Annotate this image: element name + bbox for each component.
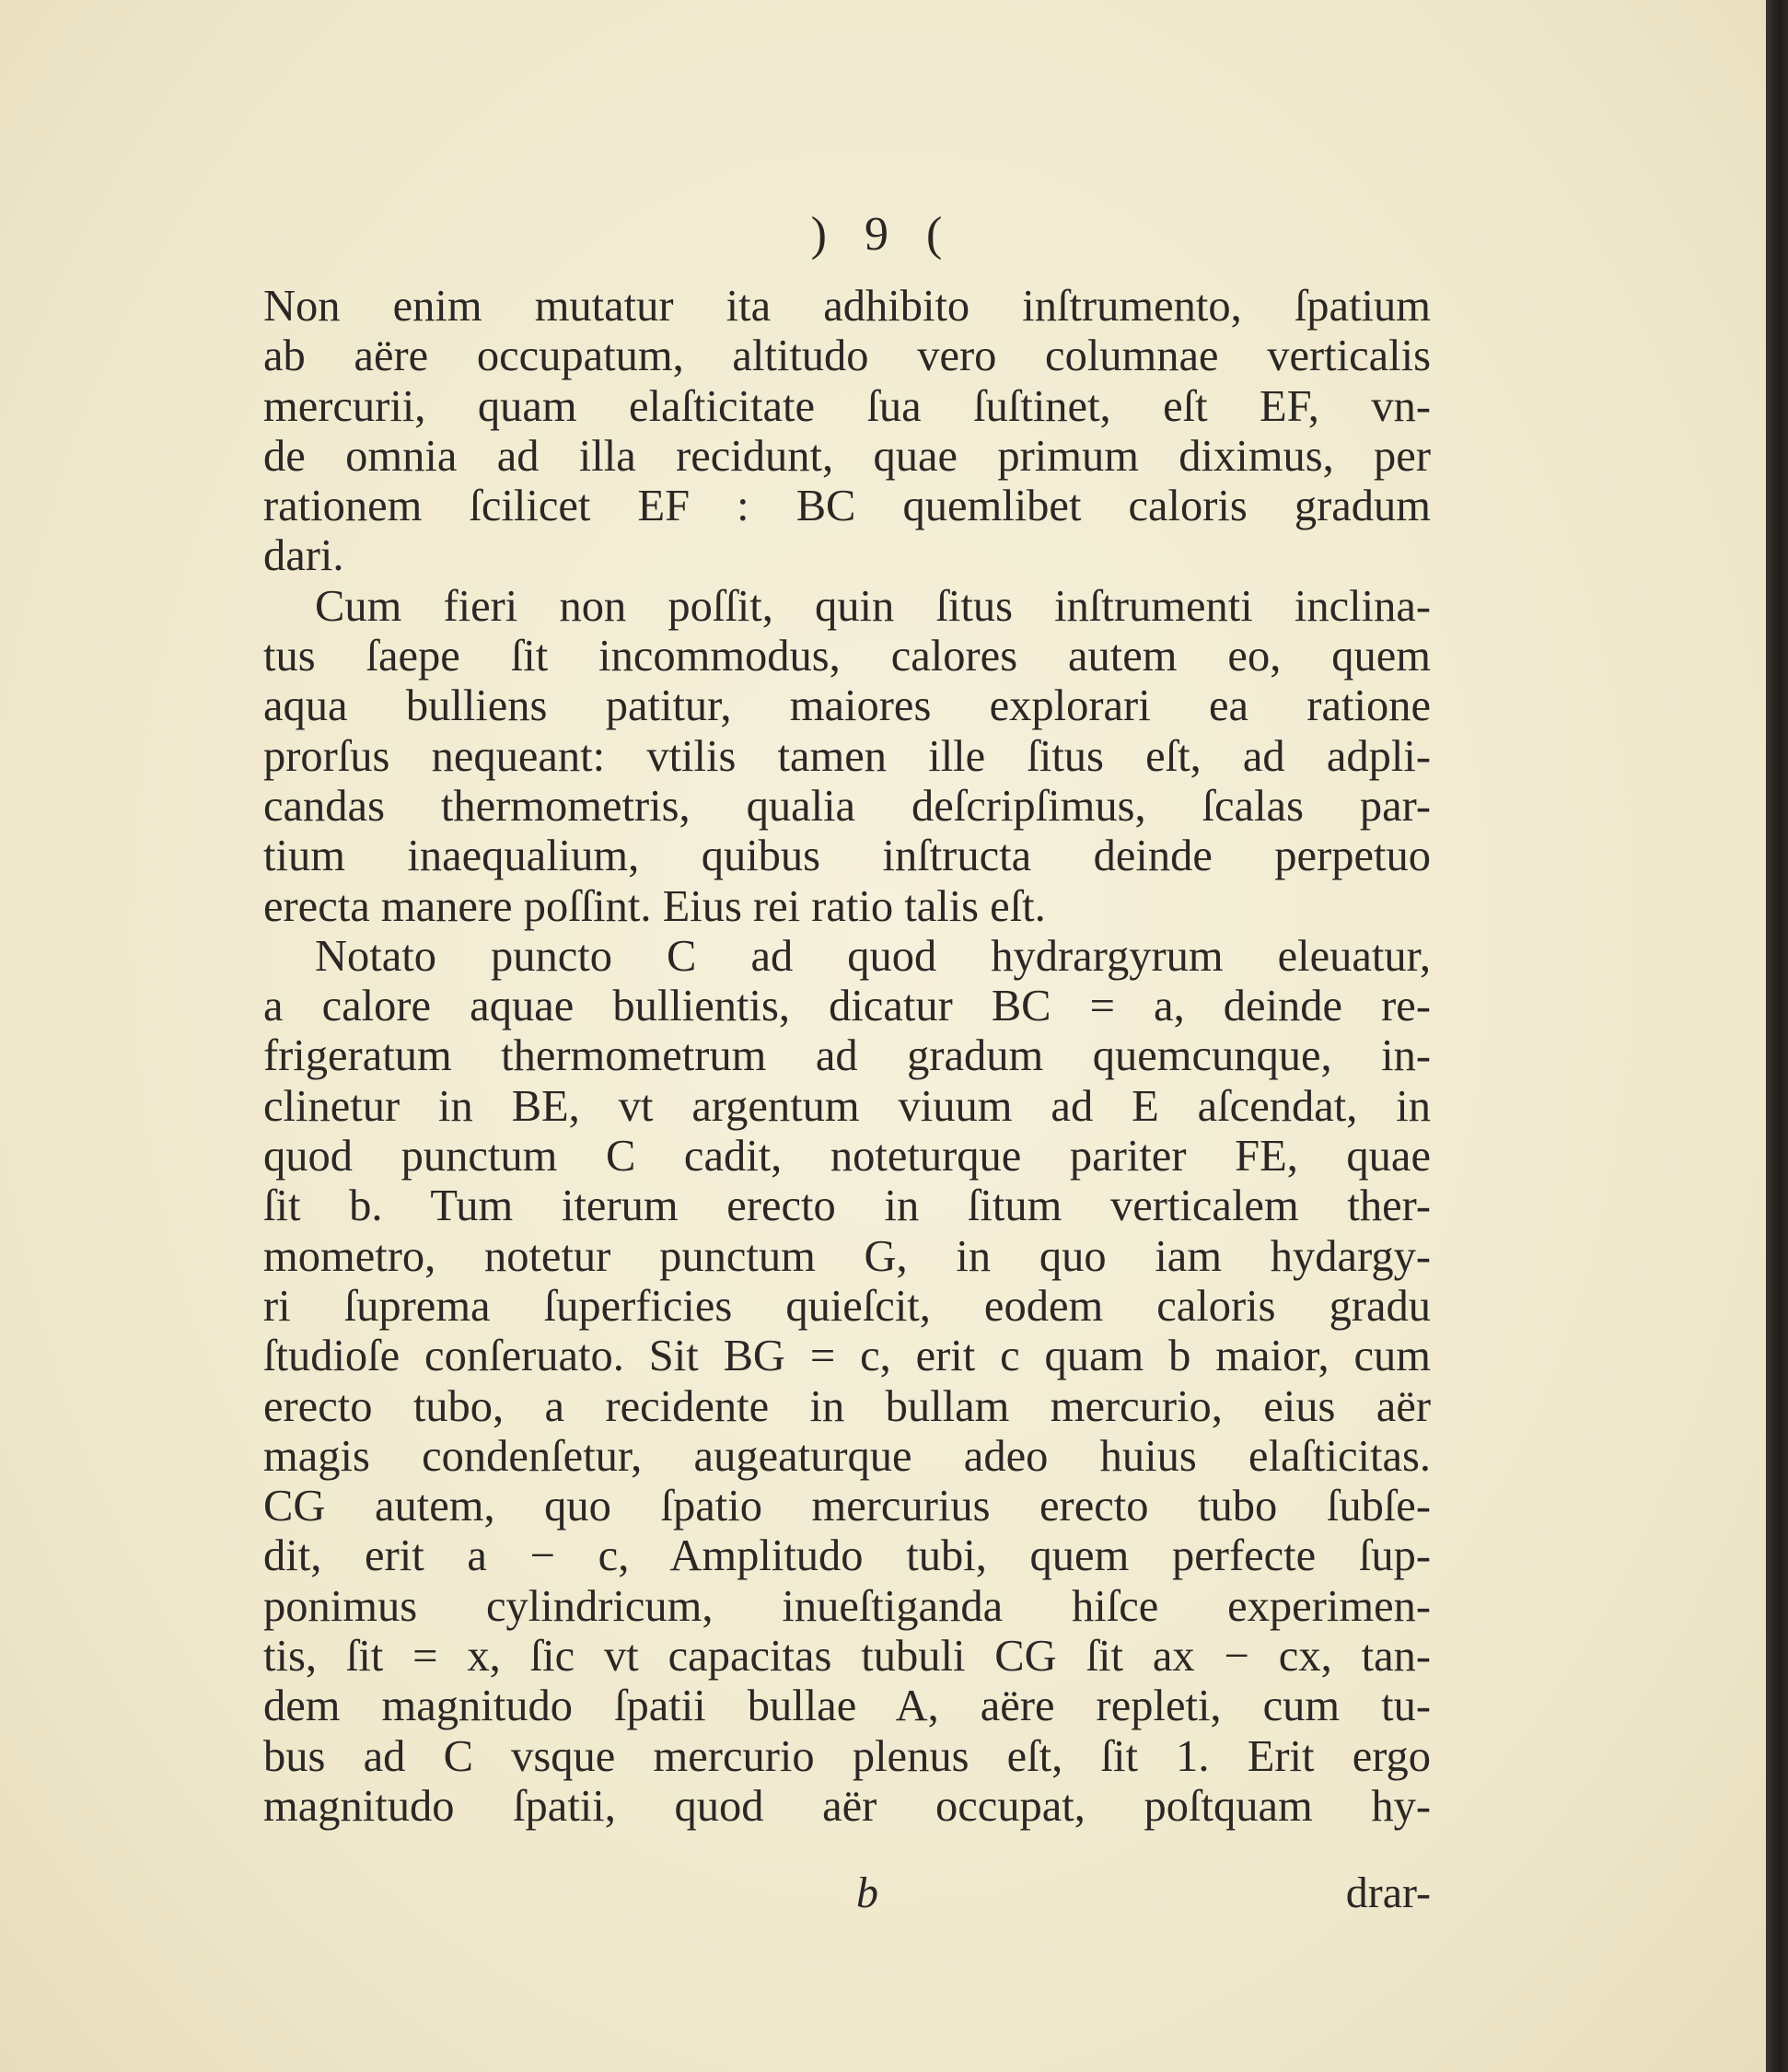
text-line: Non enim mutatur ita adhibito inſtrumento, ſpatium [263, 282, 1431, 331]
text-line: de omnia ad illa recidunt, quae primum diximus, per [263, 431, 1431, 481]
text-line: quod punctum C cadit, noteturque pariter FE, quae [263, 1132, 1431, 1182]
catchword: drar- [1345, 1868, 1431, 1917]
text-line: ſtudioſe conſeruato. Sit BG = c, erit c quam b maior, cum [263, 1332, 1431, 1381]
paragraph [263, 282, 1431, 582]
text-line: dem magnitudo ſpatii bullae A, aëre repleti, cum tu- [263, 1682, 1431, 1731]
text-line: ri ſuprema ſuperficies quieſcit, eodem caloris gradu [263, 1281, 1431, 1331]
text-line: candas thermometris, qualia deſcripſimus, ſcalas par- [263, 781, 1431, 831]
page-number: ) 9 ( [810, 208, 956, 261]
text-line: prorſus nequeant: vtilis tamen ille ſitus eſt, ad adpli- [263, 731, 1431, 781]
text-line: ponimus cylindricum, inueſtiganda hiſce experimen- [263, 1581, 1431, 1631]
text-line: aqua bulliens patitur, maiores explorari ea ratione [263, 681, 1431, 731]
paragraph [263, 582, 1431, 932]
paragraph [263, 932, 1431, 1832]
text-line: bus ad C vsque mercurio plenus eſt, ſit 1. Erit ergo [263, 1731, 1431, 1781]
text-line: erecta manere poſſint. Eius rei ratio talis eſt. [263, 881, 1046, 931]
text-line: magnitudo ſpatii, quod aër occupat, poſtquam hy- [263, 1781, 1431, 1831]
text-line: magis condenſetur, augeaturque adeo huius elaſticitas. [263, 1431, 1431, 1481]
text-line: mometro, notetur punctum G, in quo iam hydargy- [263, 1231, 1431, 1281]
text-line: tus ſaepe ſit incommodus, calores autem eo, quem [263, 632, 1431, 681]
text-line: frigeratum thermometrum ad gradum quemcunque, in- [263, 1031, 1431, 1081]
text-line: dit, erit a − c, Amplitudo tubi, quem perfecte ſup- [263, 1531, 1431, 1581]
page-footer [263, 1868, 1431, 1923]
text-line: rationem ſcilicet EF : BC quemlibet caloris gradum [263, 482, 1431, 531]
page-edge-shadow [1766, 0, 1788, 2072]
text-line: a calore aquae bullientis, dicatur BC = a, deinde re- [263, 982, 1431, 1031]
text-line: dari. [263, 531, 344, 581]
text-line: CG autem, quo ſpatio mercurius erecto tubo ſubſe- [263, 1482, 1431, 1531]
text-line: Cum fieri non poſſit, quin ſitus inſtrumenti inclina- [315, 581, 1431, 631]
signature-mark: b [856, 1868, 878, 1917]
text-line: erecto tubo, a recidente in bullam mercurio, eius aër [263, 1381, 1431, 1431]
text-line: Notato puncto C ad quod hydrargyrum eleuatur, [315, 931, 1431, 981]
text-line: ab aëre occupatum, altitudo vero columnae verticalis [263, 332, 1431, 381]
body-text [263, 282, 1431, 1832]
text-line: tium inaequalium, quibus inſtructa deinde perpetuo [263, 832, 1431, 881]
text-line: ſit b. Tum iterum erecto in ſitum verticalem ther- [263, 1182, 1431, 1231]
text-line: mercurii, quam elaſticitate ſua ſuſtinet, eſt EF, vn- [263, 381, 1431, 431]
text-line: clinetur in BE, vt argentum viuum ad E aſcendat, in [263, 1081, 1431, 1131]
text-line: tis, ſit = x, ſic vt capacitas tubuli CG ſit ax − cx, tan- [263, 1632, 1431, 1682]
